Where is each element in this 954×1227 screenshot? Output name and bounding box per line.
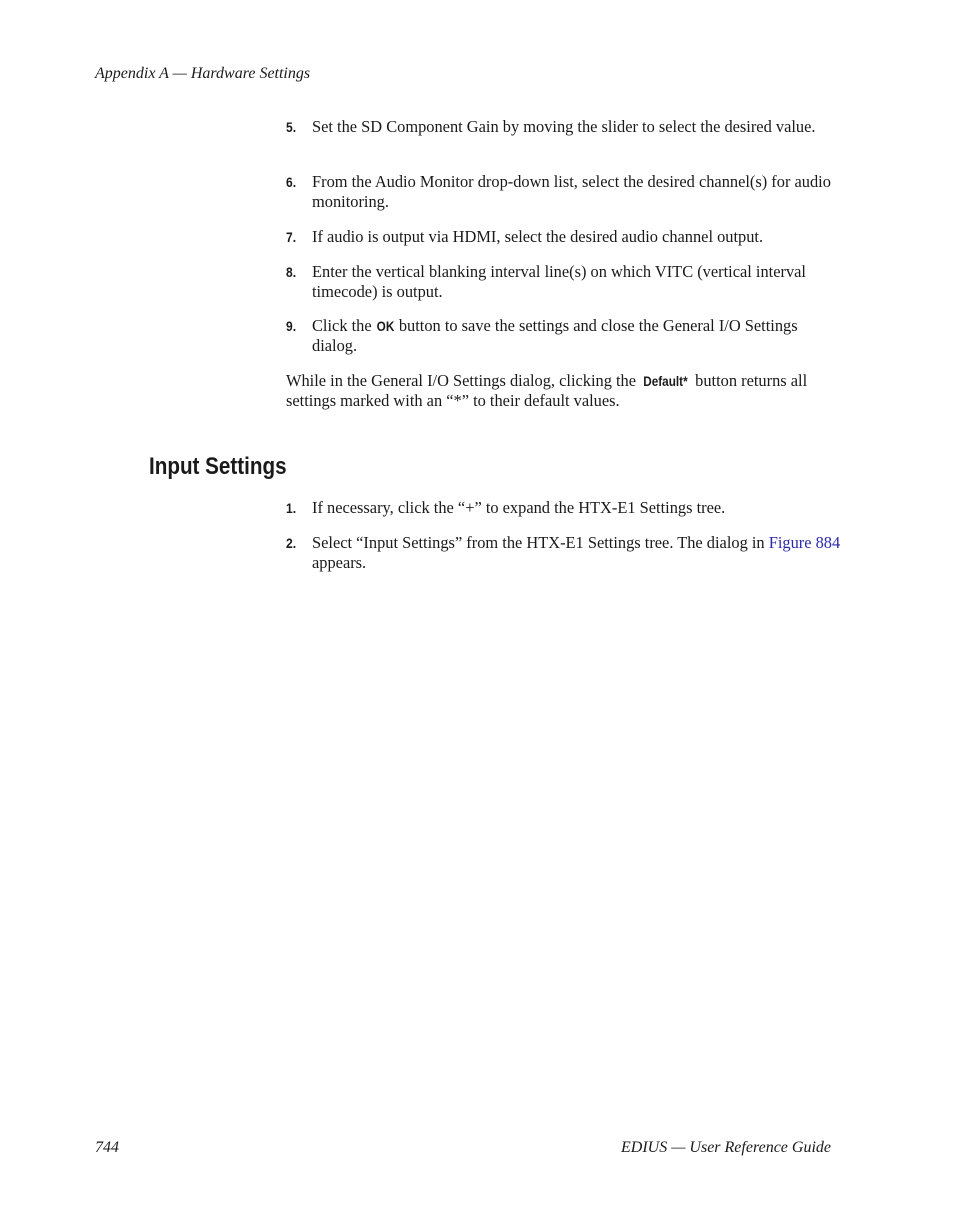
step-6 [286,172,842,212]
note-text-after: button returns all settings marked with an “*” to their default values. [286,371,808,410]
section-heading: Input Settings [149,453,287,480]
ok-button-label: OK [376,318,395,334]
step-text-before: Select “Input Settings” from the HTX-E1 Settings tree. The dialog in [312,533,769,552]
step-number: 6. [286,174,297,190]
step-5 [286,117,842,137]
note-text-before: While in the General I/O Settings dialog, clicking the [286,371,641,390]
step-number: 8. [286,264,297,280]
step-text: From the Audio Monitor drop-down list, select the desired channel(s) for audio monitoring. [312,172,831,211]
step-text: If necessary, click the “+” to expand the HTX-E1 Settings tree. [312,498,726,517]
step-text [312,533,842,573]
default-button-label: Default* [643,373,688,389]
step-text-after: appears. [312,553,367,572]
step-7 [286,227,842,247]
step-text: Enter the vertical blanking interval line(s) on which VITC (vertical interval timecode) is output. [312,262,806,301]
note-paragraph [286,371,842,411]
step-text: If audio is output via HDMI, select the desired audio channel output. [312,227,764,246]
step-number: 9. [286,318,297,334]
step-2 [286,533,842,573]
step-number: 2. [286,535,297,551]
step-text-before: Click the [312,316,376,335]
step-9 [286,316,842,356]
footer-doc-title: EDIUS — User Reference Guide [620,1139,831,1156]
step-8 [286,262,842,302]
step-text-after: button to save the settings and close the General I/O Settings dialog. [312,316,798,355]
step-number: 5. [286,119,297,135]
step-number: 1. [286,500,297,516]
step-number: 7. [286,229,297,245]
running-header: Appendix A — Hardware Settings [95,65,311,82]
step-text: Set the SD Component Gain by moving the slider to select the desired value. [312,117,816,136]
step-text [312,316,842,356]
step-1 [286,498,842,518]
page-number: 744 [95,1139,119,1156]
figure-link[interactable]: Figure 884 [768,533,841,552]
